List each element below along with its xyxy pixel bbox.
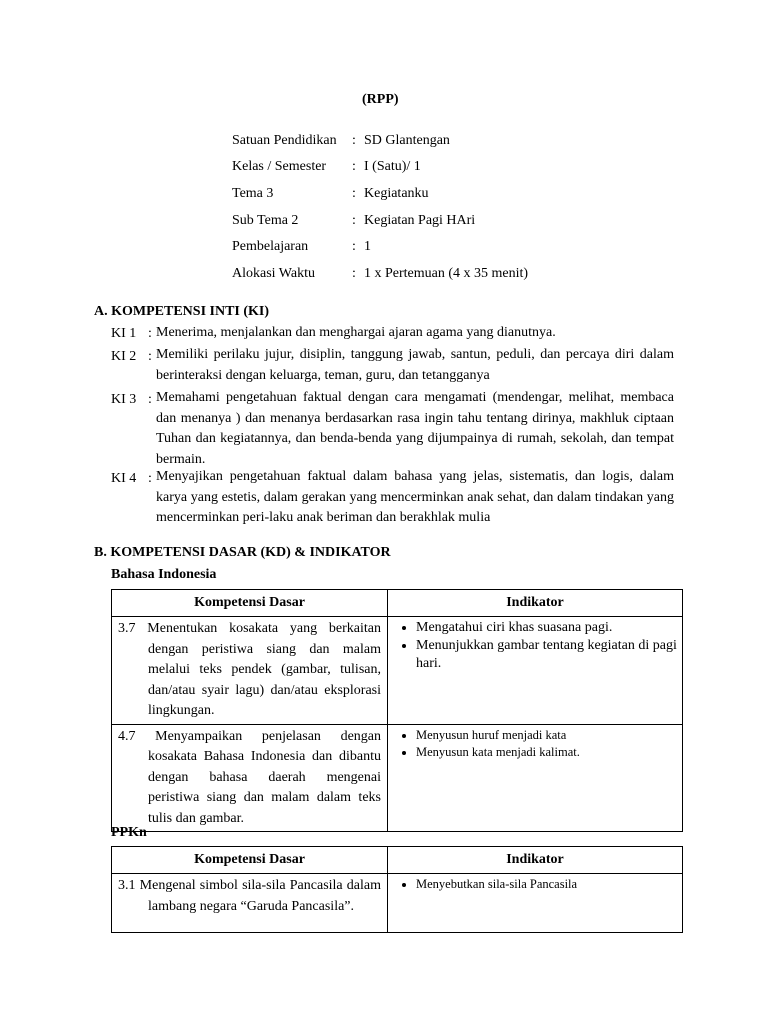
ki-text: Memiliki perilaku jujur, disiplin, tanggung jawab, santun, peduli, dan percaya diri dalam berinteraksi dengan keluarga, teman, guru, dan tetangganya [156,347,674,383]
ki-colon: : [148,392,152,407]
info-value: 1 [364,239,371,254]
info-label: Pembelajaran [232,239,309,254]
column-header-indikator: Indikator [388,847,683,874]
info-colon: : [352,133,356,148]
ki-colon: : [148,326,152,341]
indicator-list [388,876,682,893]
column-header-kd: Kompetensi Dasar [112,847,388,874]
indicator-list [388,727,682,761]
ki-colon: : [148,349,152,364]
info-value: I (Satu)/ 1 [364,159,421,174]
list-item: • Menyusun huruf menjadi kata [416,727,682,744]
info-label: Kelas / Semester [232,159,327,174]
info-colon: : [352,239,356,254]
info-value: Kegiatan Pagi HAri [364,213,476,228]
kd-table-ppkn [111,846,683,933]
table-row [112,874,683,933]
indicator-list [388,619,682,673]
kd-text: 3.1 Mengenal simbol sila-sila Pancasila dalam lambang negara “Garuda Pancasila”. [118,878,381,914]
info-colon: : [352,159,356,174]
info-colon: : [352,266,356,281]
section-b-heading: B. KOMPETENSI DASAR (KD) & INDIKATOR [94,545,391,560]
ki-code: KI 2 [111,349,137,364]
ki-text: Menerima, menjalankan dan menghargai ajaran agama yang dianutnya. [156,325,556,340]
info-value: Kegiatanku [364,186,429,201]
table-header-row [112,847,683,874]
info-label: Tema 3 [232,186,274,201]
info-value: 1 x Pertemuan (4 x 35 menit) [364,266,529,281]
info-label: Satuan Pendidikan [232,133,337,148]
info-colon: : [352,213,356,228]
document-title: (RPP) [362,92,399,107]
subject-heading-bahasa: Bahasa Indonesia [111,567,217,582]
list-item: • Menyusun kata menjadi kalimat. [416,744,682,761]
ki-text: Memahami pengetahuan faktual dengan cara mengamati (mendengar, melihat, membaca dan menanya ) dan menanya berdasarkan rasa ingin tahu tentang dirinya, makhluk ciptaan Tuhan dan kegiatannya, dan benda-benda yang dijumpainya di rumah, sekolah, dan tempat bermain. [156,390,674,467]
kd-text: 4.7 Menyampaikan penjelasan dengan kosakata Bahasa Indonesia dan dibantu dengan bahasa daerah mengenai peristiwa siang dan malam dalam teks tulis dan gambar. [118,728,381,826]
table-row [112,724,683,832]
ki-code: KI 4 [111,471,137,486]
ki-code: KI 1 [111,326,137,341]
table-row [112,617,683,725]
info-label: Alokasi Waktu [232,266,315,281]
section-a-heading: A. KOMPETENSI INTI (KI) [94,304,270,319]
column-header-indikator: Indikator [388,590,683,617]
ki-code: KI 3 [111,392,137,407]
kd-table-bahasa [111,589,683,832]
list-item: • Menyebutkan sila-sila Pancasila [416,876,682,893]
subject-heading-ppkn: PPKn [111,825,147,840]
table-header-row [112,590,683,617]
info-label: Sub Tema 2 [232,213,299,228]
list-item: • Mengatahui ciri khas suasana pagi. [416,619,682,637]
ki-text: Menyajikan pengetahuan faktual dalam bahasa yang jelas, sistematis, dan logis, dalam karya yang estetis, dalam gerakan yang mencerminkan anak sehat, dan dalam tindakan yang mencerminkan peri-laku anak beriman dan berakhlak mulia [156,469,674,525]
info-value: SD Glantengan [364,133,450,148]
kd-text: 3.7 Menentukan kosakata yang berkaitan dengan peristiwa siang dan malam melalui teks pendek (gambar, tulisan, dan/atau syair lagu) dan/atau eksplorasi lingkungan. [118,621,381,718]
info-colon: : [352,186,356,201]
ki-colon: : [148,471,152,486]
list-item: • Menunjukkan gambar tentang kegiatan di pagi hari. [416,637,682,673]
column-header-kd: Kompetensi Dasar [112,590,388,617]
